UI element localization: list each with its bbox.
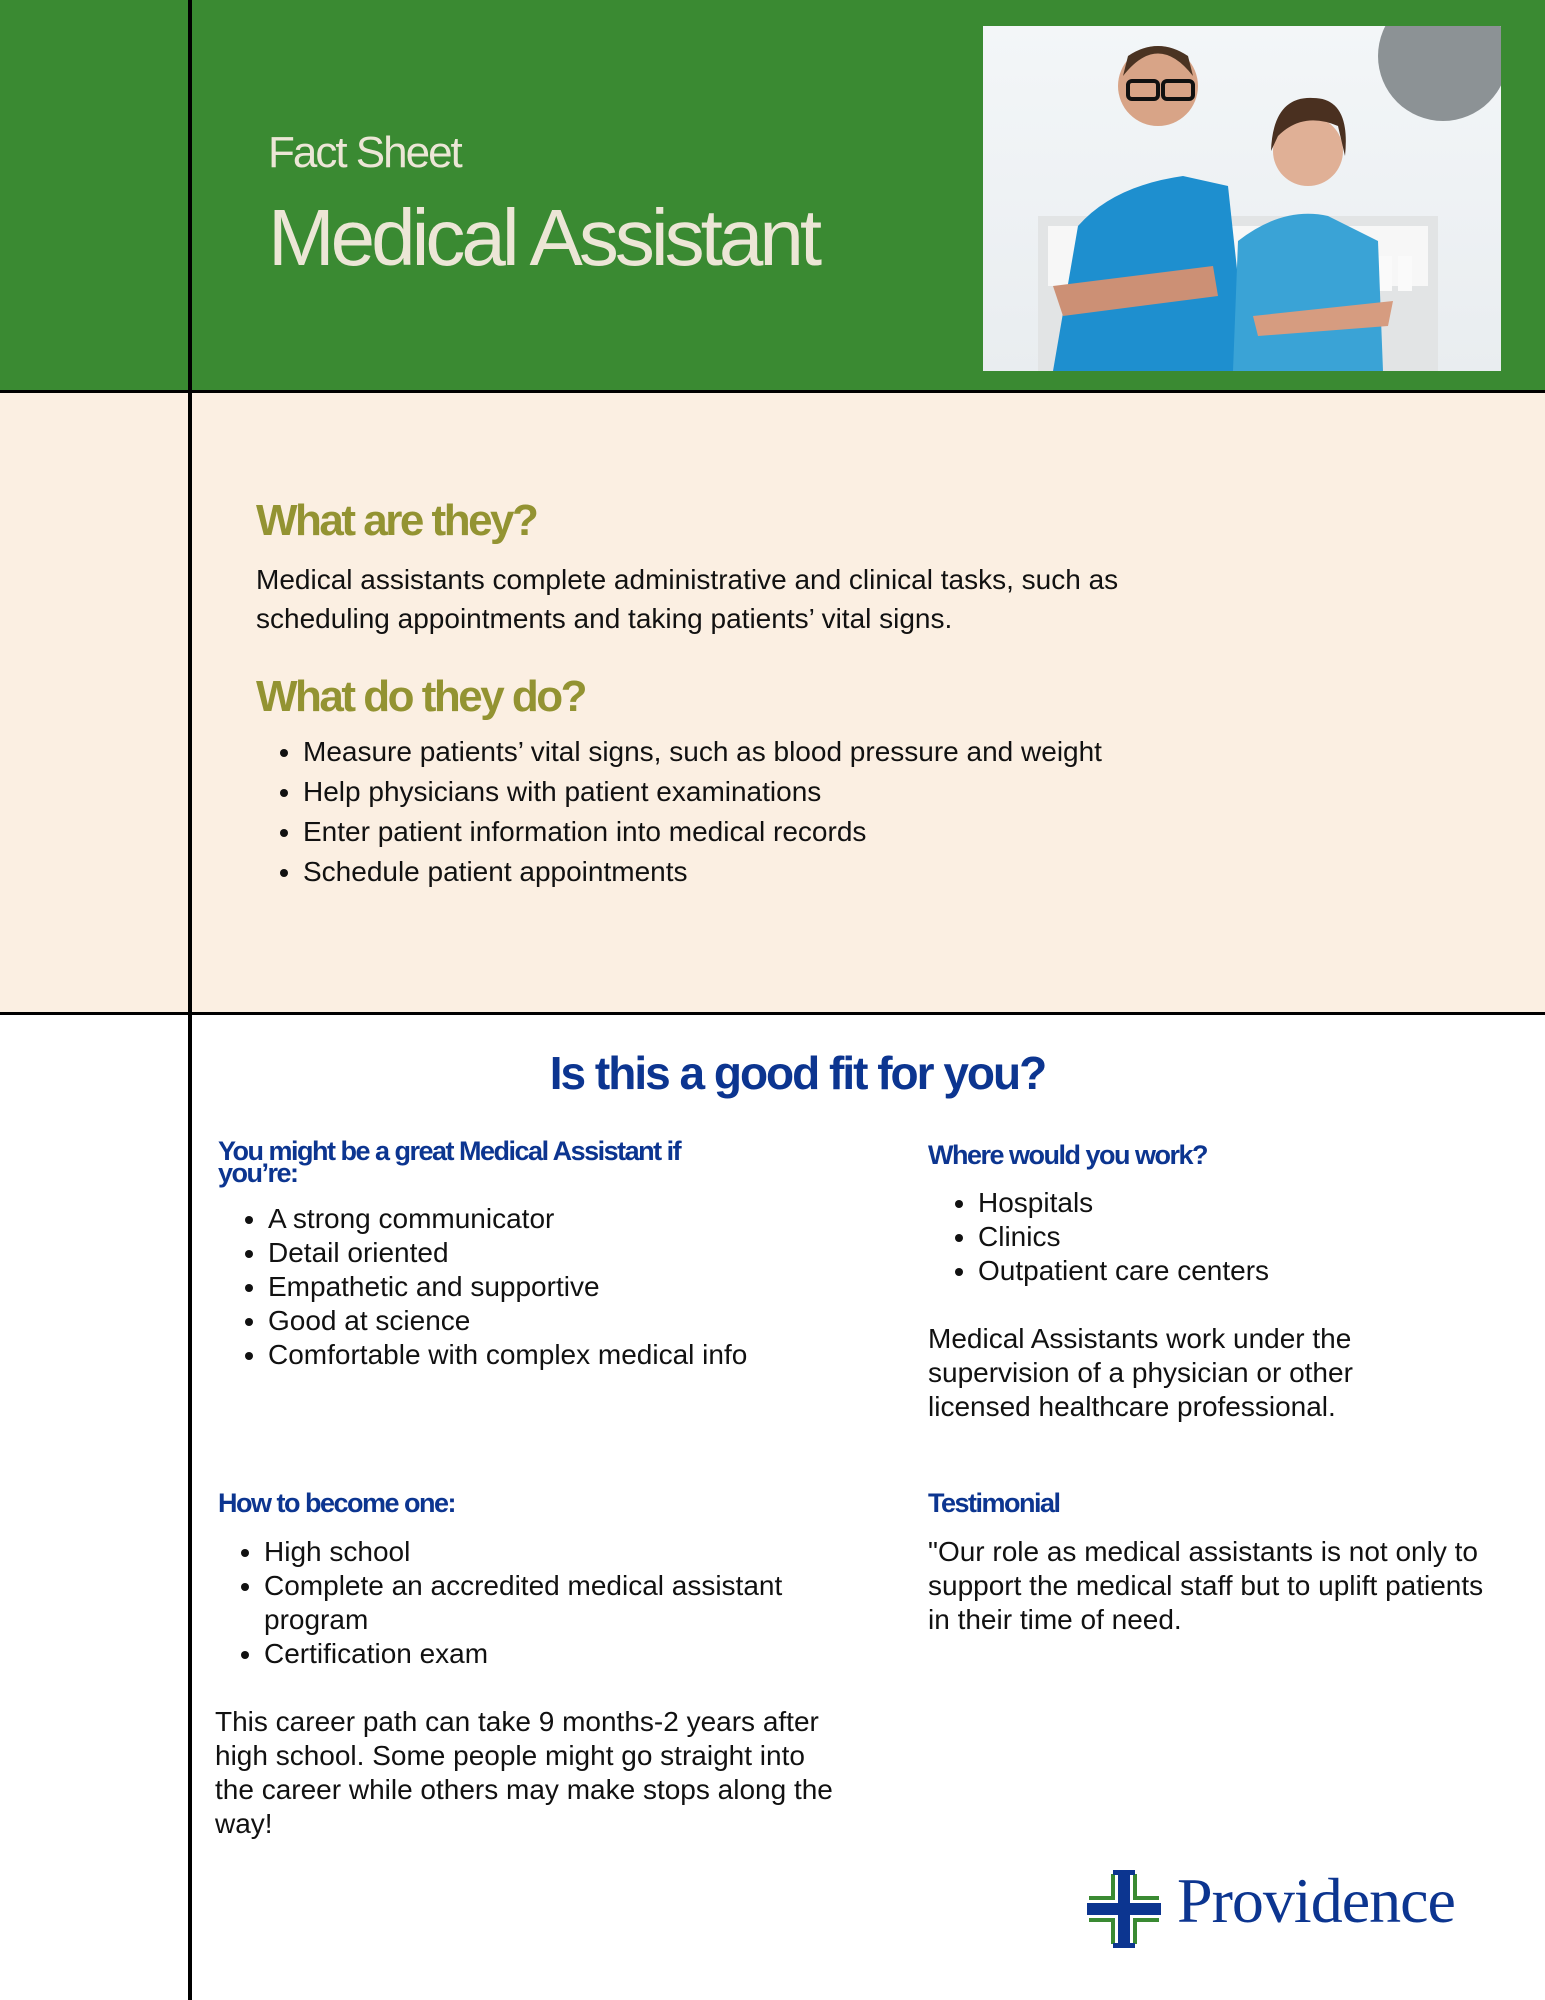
list-item: • Complete an accredited medical assistant program — [264, 1569, 784, 1637]
list-item: • Detail oriented — [268, 1236, 828, 1270]
page-title: Medical Assistant — [268, 193, 819, 282]
cross-logo-icon — [1085, 1870, 1163, 1948]
list-item: • Measure patients’ vital signs, such as blood pressure and weight — [303, 732, 1403, 772]
list-item: • A strong communicator — [268, 1202, 828, 1236]
list-item: • Comfortable with complex medical info — [268, 1338, 828, 1372]
great-heading: You might be a great Medical Assistant if you’re: — [218, 1136, 681, 1188]
become-list — [216, 1535, 784, 1671]
hero-photo — [983, 26, 1501, 371]
medical-staff-illustration — [983, 26, 1501, 371]
list-item: • Schedule patient appointments — [303, 852, 1403, 892]
great-list — [220, 1202, 828, 1372]
list-item: • Hospitals — [978, 1186, 1498, 1220]
list-item: • Help physicians with patient examinations — [303, 772, 1403, 812]
work-heading: Where would you work? — [928, 1140, 1208, 1170]
list-item: • Certification exam — [264, 1637, 784, 1671]
work-text: Medical Assistants work under the supervision of a physician or other licensed healthcare professional. — [928, 1323, 1353, 1422]
list-item: • High school — [264, 1535, 784, 1569]
list-item: • Clinics — [978, 1220, 1498, 1254]
list-item: • Enter patient information into medical records — [303, 812, 1403, 852]
do-list — [255, 732, 1403, 892]
testimonial-text: "Our role as medical assistants is not only to support the medical staff but to uplift patients in their time of need. — [928, 1536, 1484, 1635]
divider-vertical — [188, 0, 192, 2000]
kicker: Fact Sheet — [268, 128, 461, 177]
what-heading: What are they? — [256, 496, 537, 545]
providence-logo — [1085, 1865, 1505, 1948]
become-text: This career path can take 9 months-2 years after high school. Some people might go straight into the career while others may make stops along the way! — [215, 1706, 833, 1839]
list-item: • Good at science — [268, 1304, 828, 1338]
do-heading: What do they do? — [256, 672, 586, 721]
list-item: • Empathetic and supportive — [268, 1270, 828, 1304]
about-section — [0, 392, 1545, 1014]
logo-wordmark: Providence — [1177, 1865, 1455, 1936]
testimonial-heading: Testimonial — [928, 1488, 1060, 1518]
what-text: Medical assistants complete administrative and clinical tasks, such as scheduling appointments and taking patients’ vital signs. — [256, 564, 1119, 634]
divider-top — [0, 390, 1545, 393]
fit-heading: Is this a good fit for you? — [549, 1047, 1046, 1099]
become-heading: How to become one: — [218, 1488, 456, 1518]
divider-bottom — [0, 1012, 1545, 1015]
list-item: • Outpatient care centers — [978, 1254, 1498, 1288]
work-list — [930, 1186, 1498, 1288]
